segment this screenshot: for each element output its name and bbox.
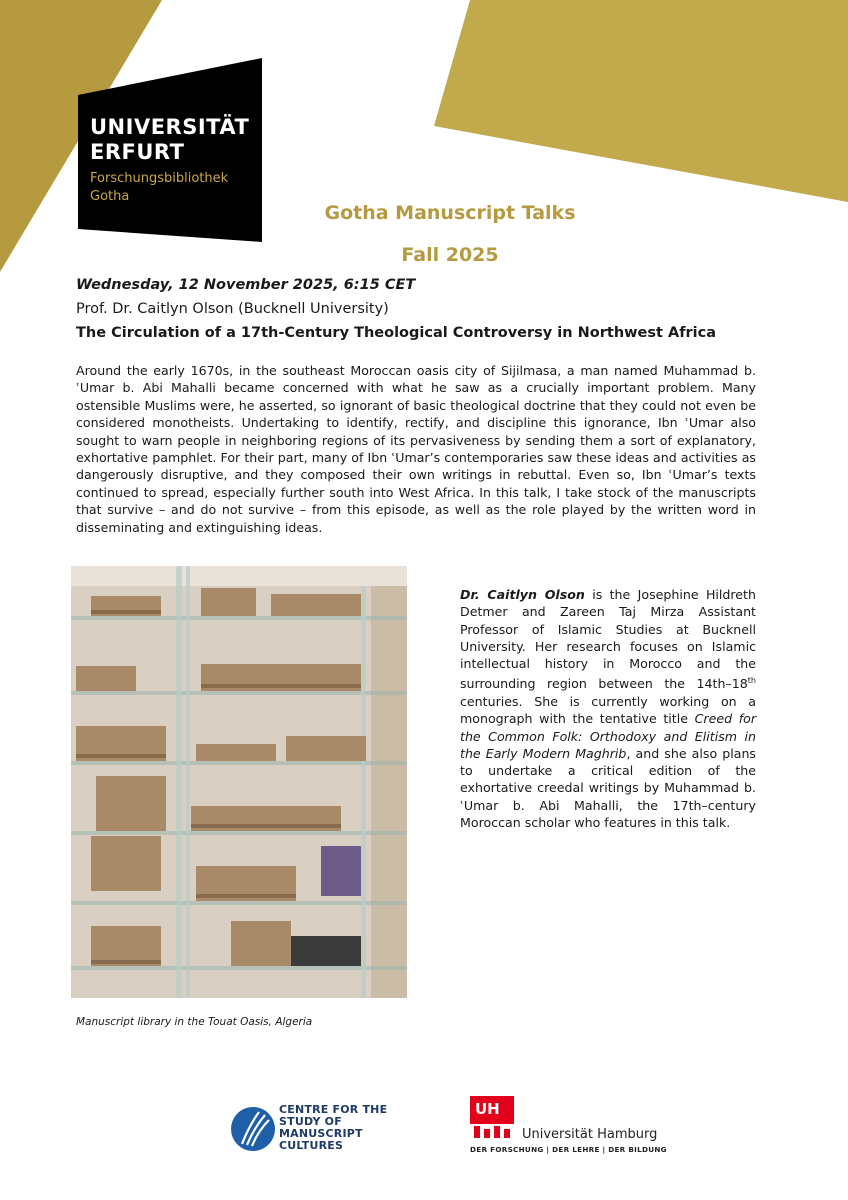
- cscmc-line3: MANUSCRIPT: [279, 1127, 363, 1140]
- logo-university-line1: UNIVERSITÄT: [90, 115, 250, 139]
- abstract-paragraph: Around the early 1670s, in the southeast Moroccan oasis city of Sijilmasa, a man named Muhammad b. ʿUmar b. Abi Mahalli became concerned with what he saw as a crucially important problem. Many ostensible Muslims were, he asserted, so ignorant of basic theological doctrine that they could not even be considered monotheists. Undertaking to identify, rectify, and discipline this ignorance, Ibn ʿUmar also sought to warn people in neighboring regions of its pervasiveness by sending them a sort of explanatory, exhortative pamphlet. For their part, many of Ibn ʿUmar’s contemporaries saw these ideas and activities as dangerously disruptive, and they composed their own writings in rebuttal. Even so, Ibn ʿUmar’s texts continued to spread, especially further south into West Africa. In this talk, I take stock of the manuscripts that survive – and do not survive – from this episode, as well as the role played by the written word in disseminating and extinguishing ideas.: [76, 363, 756, 535]
- cscmc-logo-text: [279, 1104, 387, 1152]
- cscmc-line4: CULTURES: [279, 1139, 344, 1152]
- photo-caption: Manuscript library in the Touat Oasis, Algeria: [76, 1016, 313, 1028]
- uhh-motto: DER FORSCHUNG | DER LEHRE | DER BILDUNG: [470, 1145, 667, 1154]
- uhh-mark-text: UH: [475, 1100, 500, 1118]
- uhh-logo-mark: [470, 1096, 514, 1140]
- bio-sup: th: [747, 676, 756, 686]
- uhh-name: Universität Hamburg: [522, 1127, 658, 1142]
- series-term: Fall 2025: [401, 244, 499, 266]
- bio-speaker-name: Dr. Caitlyn Olson: [460, 587, 585, 602]
- logo-library-line1: Forschungsbibliothek: [90, 171, 229, 186]
- bio-text-3: , and she also plans to undertake a critical edition of the exhortative creedal writings by Muhammad b. ʿUmar b. Abi Mahalli, the 17th–century Moroccan scholar who features in this talk.: [460, 745, 756, 831]
- series-title: Gotha Manuscript Talks: [324, 202, 576, 224]
- cscmc-line1: CENTRE FOR THE: [279, 1103, 388, 1116]
- bio-text-2: centuries. She is currently working on a monograph with the tentative title: [460, 693, 756, 727]
- bio-text-1: is the Josephine Hildreth Detmer and Zareen Taj Mirza Assistant Professor of Islamic Studies at Bucknell University. Her research focuses on Islamic intellectual history in Morocco and the surrounding region between the 14th–18: [460, 587, 756, 692]
- bio-book-title: Creed for the Common Folk: Orthodoxy and Elitism in the Early Modern Maghrib: [460, 711, 757, 761]
- speaker-bio: [460, 586, 756, 831]
- event-speaker: Prof. Dr. Caitlyn Olson (Bucknell University): [76, 301, 389, 317]
- cscmc-line2: STUDY OF: [279, 1115, 342, 1128]
- logo-university-line2: ERFURT: [90, 140, 185, 164]
- gold-shape-right: [434, 0, 848, 202]
- manuscript-library-photo: [71, 566, 407, 998]
- talk-title: The Circulation of a 17th-Century Theological Controversy in Northwest Africa: [76, 325, 717, 341]
- event-date: Wednesday, 12 November 2025, 6:15 CET: [76, 277, 416, 293]
- logo-library-line2: Gotha: [90, 189, 130, 204]
- cscmc-quill-icon: [229, 1104, 277, 1154]
